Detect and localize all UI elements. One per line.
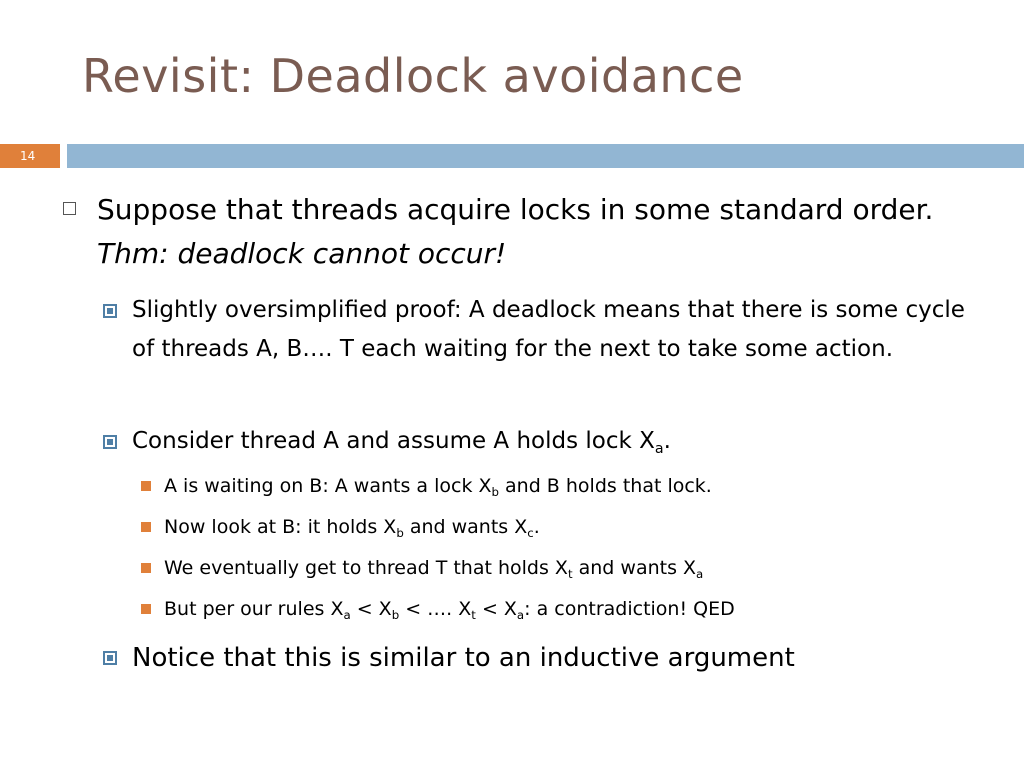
subscript: b	[491, 485, 499, 500]
text-part: < X	[350, 598, 392, 620]
bullet-level3-waiting	[164, 471, 984, 501]
text-part: < X	[475, 598, 517, 620]
text-part: < …. X	[399, 598, 472, 620]
boxed-square-bullet-icon	[103, 304, 117, 318]
text-part: Now look at B: it holds X	[164, 516, 397, 538]
text-part: But per our rules X	[164, 598, 344, 620]
bullet-level3-contradiction	[164, 594, 984, 624]
boxed-square-bullet-icon	[103, 435, 117, 449]
bullet-text: Suppose that threads acquire locks in some standard order.	[97, 193, 934, 226]
subscript: a	[343, 608, 351, 623]
text-part: A is waiting on B: A wants a lock X	[164, 475, 492, 497]
filled-square-bullet-icon	[141, 604, 151, 614]
bullet-level2-inductive	[132, 638, 992, 678]
text-part: : a contradiction! QED	[524, 598, 735, 620]
bullet-text: Notice that this is similar to an inductive argument	[132, 643, 795, 673]
text-part: and wants X	[572, 557, 697, 579]
bullet-level2-proof	[132, 291, 992, 369]
bullet-tail: .	[663, 428, 671, 454]
subscript: a	[654, 440, 664, 457]
slide-title: Revisit: Deadlock avoidance	[82, 49, 744, 103]
slide-body	[0, 188, 1024, 768]
hollow-square-bullet-icon	[63, 202, 76, 215]
bullet-emphasis: Thm: deadlock cannot occur!	[97, 237, 507, 270]
subscript: a	[516, 608, 525, 623]
subscript: a	[696, 567, 704, 582]
text-part: and B holds that lock.	[498, 475, 712, 497]
bullet-level1-suppose	[97, 188, 977, 276]
boxed-square-bullet-icon	[103, 651, 117, 665]
slide-number: 14	[0, 144, 60, 168]
subscript: b	[396, 526, 404, 541]
bullet-text: Consider thread A and assume A holds lock X	[132, 428, 655, 454]
filled-square-bullet-icon	[141, 481, 151, 491]
bullet-level2-consider	[132, 422, 992, 461]
bullet-level3-eventually	[164, 553, 984, 583]
filled-square-bullet-icon	[141, 563, 151, 573]
subscript: t	[567, 567, 573, 582]
text-part: and wants X	[403, 516, 528, 538]
text-part: .	[533, 516, 540, 538]
bullet-level3-look-at-b	[164, 512, 984, 542]
subscript: b	[391, 608, 400, 623]
subscript: t	[471, 608, 476, 623]
text-part: We eventually get to thread T that holds X	[164, 557, 568, 579]
title-divider-bar	[67, 144, 1024, 168]
subscript: c	[527, 526, 534, 541]
filled-square-bullet-icon	[141, 522, 151, 532]
bullet-text: Slightly oversimplified proof: A deadlock means that there is some cycle of threads A, B…. T each waiting for the next to take some action.	[132, 297, 965, 362]
